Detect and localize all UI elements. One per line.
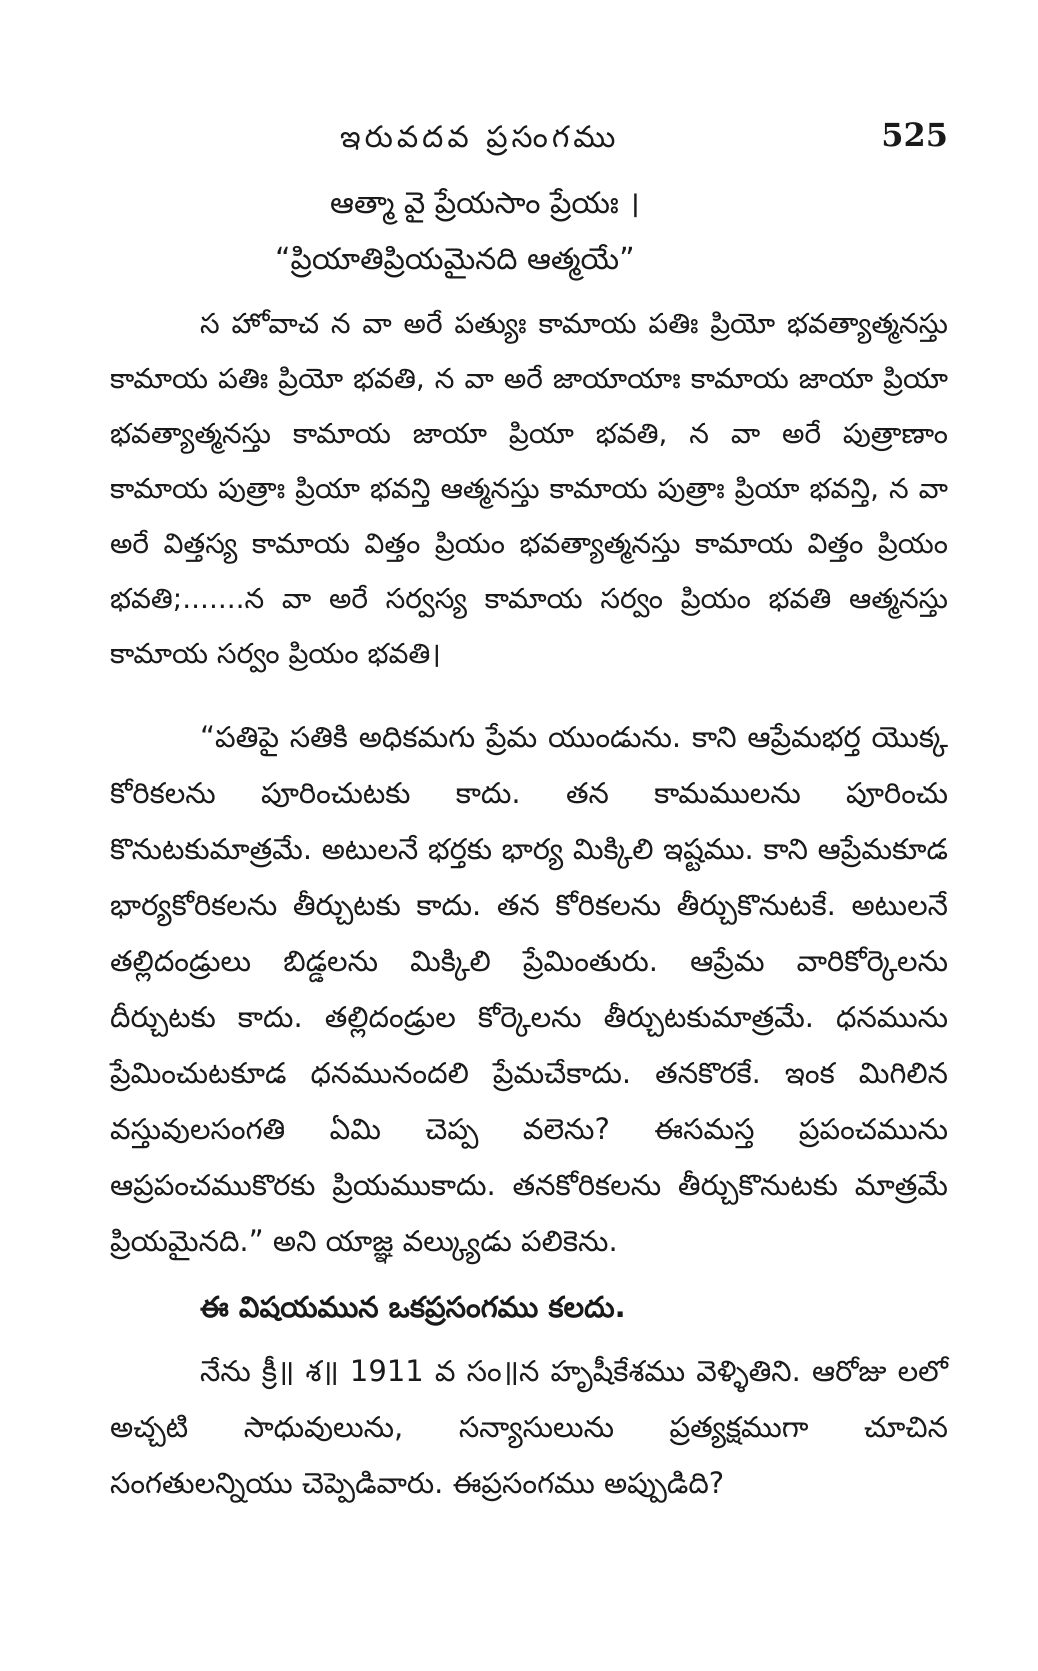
paragraph-explanation: “పతిపై సతికి అధికమగు ప్రేమ యుండును. కాని ఆప్రేమభర్త యొక్క కోరికలను పూరించుటకు కాదు. తన కామములను పూరించు కొనుటకుమాత్రమే. అటులనే భర్తకు భార్య మిక్కిలి ఇష్టము. కాని ఆప్రేమకూడ భార్యకోరికలను తీర్చుటకు కాదు. తన కోరికలను తీర్చుకొనుటకే. అటులనే తల్లిదండ్రులు బిడ్డలను మిక్కిలి ప్రేమింతురు. ఆప్రేమ వారికోర్కెలను దీర్చుటకు కాదు. తల్లిదండ్రుల కోర్కెలను తీర్చుటకుమాత్రమే. ధనమును ప్రేమించుటకూడ ధనమునందలి ప్రేమచేకాదు. తనకొరకే. ఇంక మిగిలిన వస్తువులసంగతి ఏమి చెప్ప వలెను? ఈసమస్త ప్రపంచమును ఆప్రపంచముకొరకు ప్రియముకాదు. తనకోరికలను తీర్చుకొనుటకు మాత్రమే ప్రియమైనది.” అని యాజ్ఞ వల్క్యుడు పలికెను. xyxy=(110,720,948,1258)
running-head xyxy=(110,112,948,162)
verse-line-1: ఆత్మా వై ప్రేయసాం ప్రేయః । xyxy=(330,186,640,221)
sanskrit-passage: స హోవాచ న వా అరే పత్యుః కామాయ పతిః ప్రియో భవత్యాత్మనస్తు కామాయ పతిః ప్రియో భవతి, న వా అరే జాయాయాః కామాయ జాయా ప్రియా భవత్యాత్మనస్తు కామాయ జాయా ప్రియా భవతి, న వా అరే పుత్రాణాం కామాయ పుత్రాః ప్రియా భవన్తి ఆత్మనస్తు కామాయ పుత్రాః ప్రియా భవన్తి, న వా అరే విత్తస్య కామాయ విత్తం ప్రియం భవత్యాత్మనస్తు కామాయ విత్తం ప్రియం భవతి;.......న వా అరే సర్వస్య కామాయ సర్వం ప్రియం భవతి ఆత్మనస్తు కామాయ సర్వం ప్రియం భవతి। xyxy=(110,307,948,670)
page-number: 525 xyxy=(881,116,948,154)
running-title: ఇరువదవ ప్రసంగము xyxy=(340,120,620,155)
verse-line-2: “ప్రియాతిప్రియమైనది ఆత్మయే” xyxy=(275,242,635,277)
paragraph-intro: ఈ విషయమున ఒకప్రసంగము కలదు. xyxy=(200,1290,626,1324)
paragraph-story: నేను క్రీ॥ శ॥ 1911 వ సం॥న హృషీకేశము వెళ్ళితిని. ఆరోజు లలో అచ్చటి సాధువులును, సన్యాసులును ప్రత్యక్షముగా చూచిన సంగతులన్నియు చెప్పెడివారు. ఈప్రసంగము అప్పుడిది? xyxy=(110,1354,948,1500)
